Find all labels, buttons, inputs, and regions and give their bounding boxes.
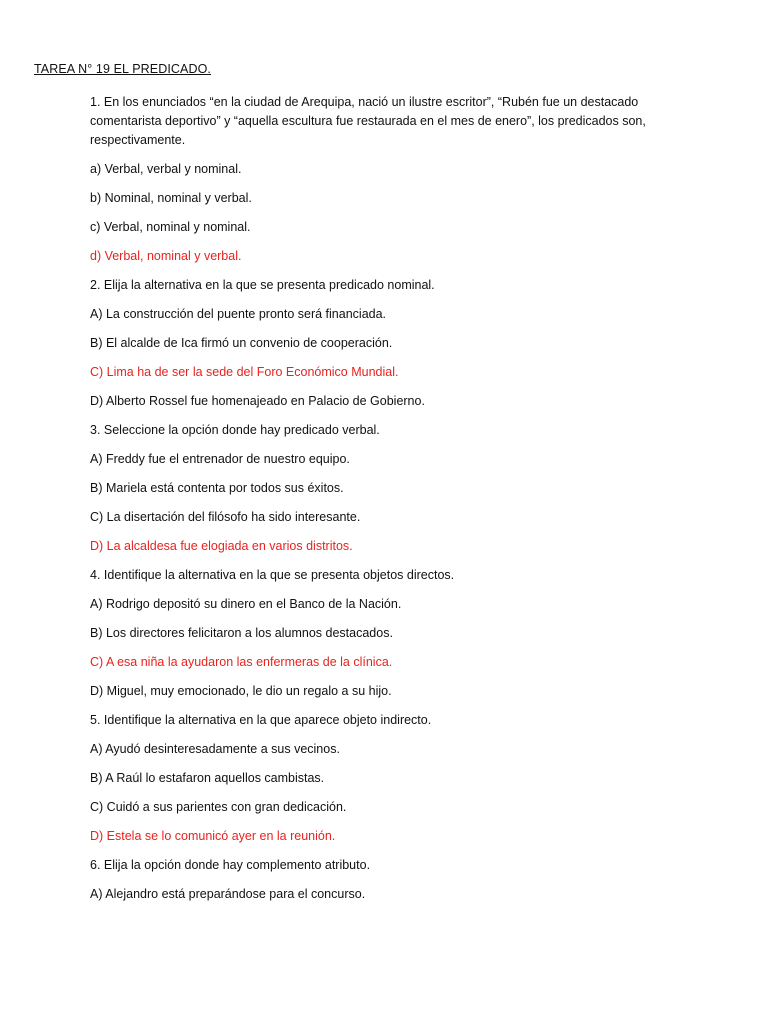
question-text: 6. Elija la opción donde hay complemento atributo.	[90, 858, 371, 872]
option-text: D) Alberto Rossel fue homenajeado en Palacio de Gobierno.	[90, 394, 425, 408]
correct-option: D) Estela se lo comunicó ayer en la reunión.	[90, 829, 336, 843]
option-text: b) Nominal, nominal y verbal.	[90, 191, 252, 205]
option-text: C) Cuidó a sus parientes con gran dedicación.	[90, 800, 347, 814]
question-text: 5. Identifique la alternativa en la que aparece objeto indirecto.	[90, 713, 432, 727]
option-text: B) Los directores felicitaron a los alumnos destacados.	[90, 626, 393, 640]
correct-option: D) La alcaldesa fue elogiada en varios distritos.	[90, 539, 353, 553]
question-text: 4. Identifique la alternativa en la que se presenta objetos directos.	[90, 568, 455, 582]
question-text: 2. Elija la alternativa en la que se presenta predicado nominal.	[90, 278, 435, 292]
option-text: B) El alcalde de Ica firmó un convenio de cooperación.	[90, 336, 393, 350]
question-text: 1. En los enunciados “en la ciudad de Arequipa, nació un ilustre escritor”, “Rubén fue un destacado comentarista deportivo” y “aquella escultura fue restaurada en el mes de enero”, los predicados son, respectivamente.	[90, 95, 646, 147]
option-text: A) Freddy fue el entrenador de nuestro equipo.	[90, 452, 350, 466]
option-text: A) Ayudó desinteresadamente a sus vecinos.	[90, 742, 340, 756]
question-text: 3. Seleccione la opción donde hay predicado verbal.	[90, 423, 380, 437]
option-text: c) Verbal, nominal y nominal.	[90, 220, 251, 234]
option-text: B) Mariela está contenta por todos sus éxitos.	[90, 481, 344, 495]
option-text: a) Verbal, verbal y nominal.	[90, 162, 242, 176]
correct-option: d) Verbal, nominal y verbal.	[90, 249, 242, 263]
option-text: A) Alejandro está preparándose para el concurso.	[90, 887, 366, 901]
option-text: D) Miguel, muy emocionado, le dio un regalo a su hijo.	[90, 684, 392, 698]
correct-option: C) A esa niña la ayudaron las enfermeras de la clínica.	[90, 655, 393, 669]
question-list	[90, 93, 680, 914]
option-text: B) A Raúl lo estafaron aquellos cambistas.	[90, 771, 325, 785]
option-text: A) Rodrigo depositó su dinero en el Banco de la Nación.	[90, 597, 402, 611]
option-text: A) La construcción del puente pronto será financiada.	[90, 307, 387, 321]
correct-option: C) Lima ha de ser la sede del Foro Económico Mundial.	[90, 365, 399, 379]
page-title: TAREA N° 19 EL PREDICADO.	[34, 62, 211, 76]
option-text: C) La disertación del filósofo ha sido interesante.	[90, 510, 361, 524]
